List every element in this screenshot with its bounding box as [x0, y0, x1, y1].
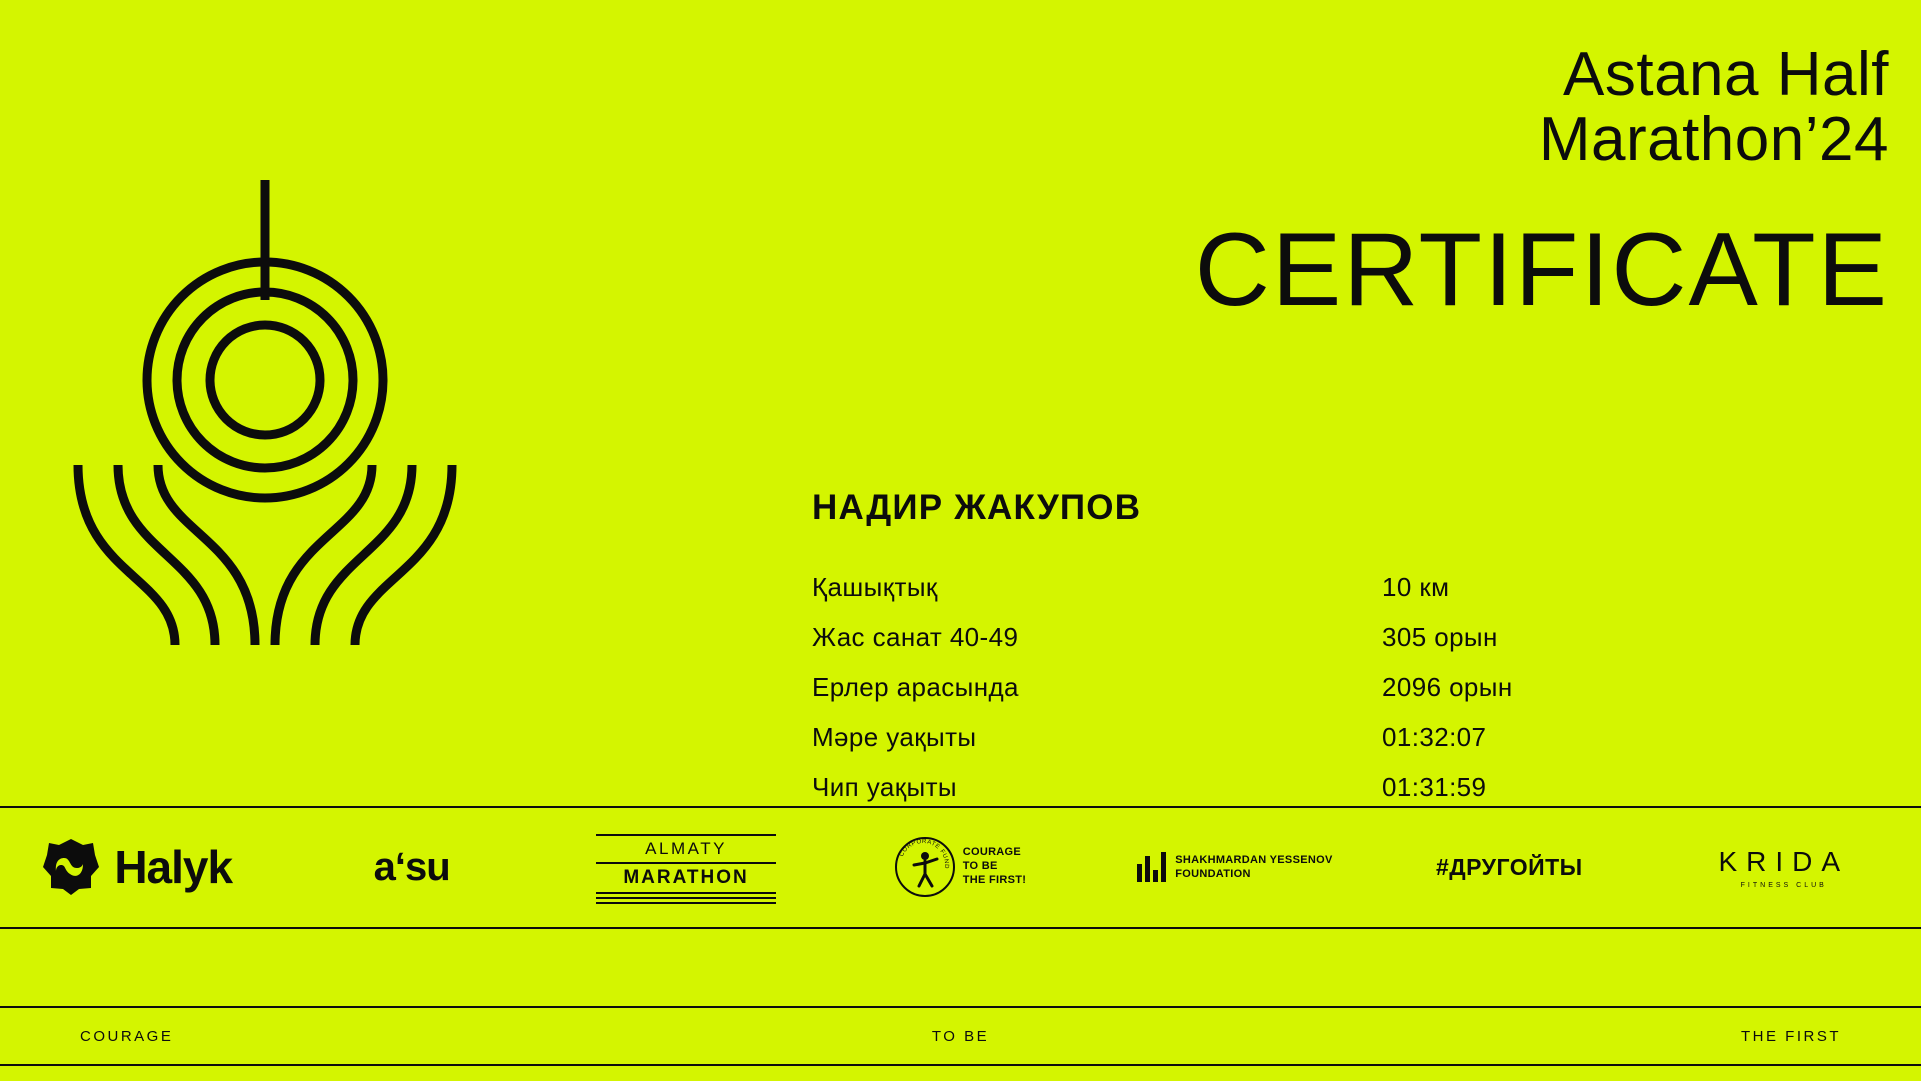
slogan-right: THE FIRST — [1741, 1027, 1841, 1045]
sponsor-almaty-marathon — [549, 808, 823, 926]
certificate-heading: CERTIFICATE — [1194, 212, 1889, 328]
event-title-line1: Astana Half — [1562, 40, 1889, 109]
result-row — [812, 672, 1882, 722]
corporate-fund-ring-text — [895, 837, 951, 893]
result-label: Жас санат 40-49 — [812, 622, 1019, 652]
result-value: 10 км — [1382, 572, 1450, 602]
yessenov-logo-icon — [1137, 852, 1166, 882]
slogan-left: COURAGE — [80, 1027, 174, 1045]
yessenov-line-2: FOUNDATION — [1175, 868, 1251, 880]
almaty-rule-top — [596, 834, 776, 836]
marathon-emblem-icon — [70, 175, 460, 645]
almaty-rule-mid — [596, 862, 776, 864]
corporate-fund-line-1: COURAGE — [962, 846, 1022, 859]
result-label: Чип уақыты — [812, 772, 957, 802]
result-value: 2096 орын — [1382, 672, 1513, 702]
almaty-label-2: MARATHON — [623, 866, 749, 888]
corporate-fund-line-2: TO BE — [962, 860, 998, 873]
almaty-label-1: ALMATY — [645, 838, 727, 858]
asu-label: a‘su — [373, 844, 450, 889]
svg-text:CORPORATE FUND: CORPORATE FUND — [898, 838, 949, 870]
athlete-name: НАДИР ЖАКУПОВ — [812, 488, 1142, 527]
result-value: 01:32:07 — [1382, 722, 1487, 752]
slogan-bar — [0, 1008, 1921, 1064]
sponsor-asu — [274, 808, 548, 926]
sponsor-yessenov-foundation — [1098, 808, 1372, 926]
halyk-label: Halyk — [114, 841, 233, 893]
result-row — [812, 622, 1882, 672]
event-title — [1538, 40, 1889, 175]
krida-label: KRIDA — [1718, 845, 1850, 877]
almaty-rule-stack — [596, 892, 776, 904]
result-value: 305 орын — [1382, 622, 1498, 652]
result-row — [812, 722, 1882, 772]
sponsor-bar — [0, 808, 1921, 926]
divider-sponsors-bottom — [0, 927, 1921, 929]
sponsor-drugoity — [1372, 808, 1646, 926]
results-table — [812, 572, 1882, 822]
halyk-logo-icon — [42, 838, 100, 896]
result-label: Мәре уақыты — [812, 722, 977, 752]
corporate-fund-line-3: THE FIRST! — [962, 873, 1027, 886]
result-value: 01:31:59 — [1382, 772, 1487, 802]
result-label: Ерлер арасында — [812, 672, 1019, 702]
divider-bottom — [0, 1064, 1921, 1066]
sponsor-halyk — [0, 808, 274, 926]
sponsor-krida — [1647, 808, 1921, 926]
event-title-line2: Marathon’24 — [1538, 105, 1889, 175]
result-label: Қашықтық — [812, 572, 938, 602]
corporate-fund-icon — [895, 837, 955, 897]
drugoity-label: #ДРУГОЙТЫ — [1435, 853, 1583, 880]
slogan-middle: TO BE — [931, 1027, 990, 1045]
yessenov-line-1: SHAKHMARDAN YESSENOV — [1175, 853, 1333, 866]
krida-sublabel: FITNESS CLUB — [1740, 881, 1827, 889]
result-row — [812, 572, 1882, 622]
sponsor-corporate-fund — [823, 808, 1097, 926]
